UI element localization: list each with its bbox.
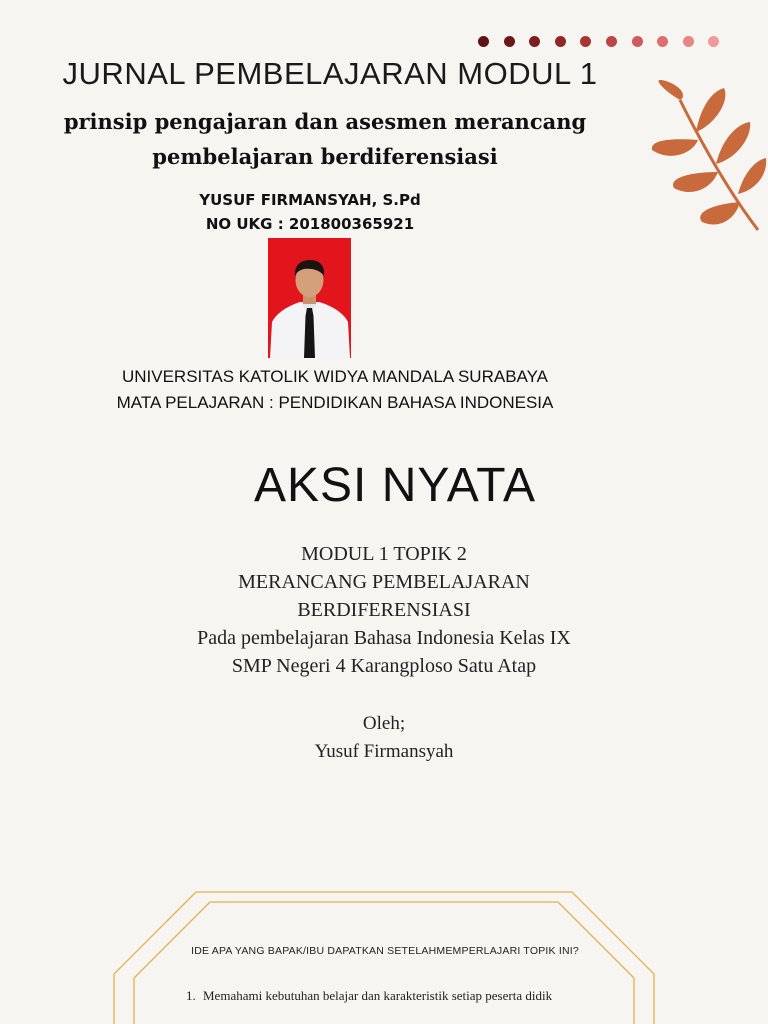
subject-name: MATA PELAJARAN : PENDIDIKAN BAHASA INDONESIA — [116, 393, 554, 412]
module-line: MODUL 1 TOPIK 2 — [301, 543, 467, 565]
author-photo — [268, 238, 351, 358]
decorative-dot — [632, 36, 643, 47]
list-item — [186, 988, 626, 1004]
person-portrait-icon — [268, 238, 351, 358]
module-info — [150, 540, 618, 680]
subtitle — [30, 104, 620, 174]
section-heading: AKSI NYATA — [253, 459, 537, 512]
decorative-dot — [580, 36, 591, 47]
decorative-dot — [708, 36, 719, 47]
list-item-number: 1. — [186, 988, 196, 1003]
reflection-question: IDE APA YANG BAPAK/IBU DAPATKAN SETELAHMEMPERLAJARI TOPIK INI? — [191, 945, 579, 957]
module-line: SMP Negeri 4 Karangploso Satu Atap — [231, 655, 537, 677]
decorative-dot — [683, 36, 694, 47]
decorative-dots — [478, 36, 728, 50]
decorative-dot — [504, 36, 515, 47]
decorative-dot — [555, 36, 566, 47]
author-name: YUSUF FIRMANSYAH, S.Pd — [199, 191, 421, 209]
author-ukg: NO UKG : 201800365921 — [205, 215, 415, 233]
decorative-dot — [606, 36, 617, 47]
module-line: Pada pembelajaran Bahasa Indonesia Kelas IX — [197, 627, 571, 649]
decorative-dot — [657, 36, 668, 47]
decorative-dot — [478, 36, 489, 47]
page-title: JURNAL PEMBELAJARAN MODUL 1 — [62, 56, 598, 91]
institution-block — [60, 364, 610, 416]
author-block — [120, 188, 500, 236]
leaf-branch-icon — [640, 80, 768, 240]
list-item-text: Memahami kebutuhan belajar dan karakteristik setiap peserta didik — [203, 988, 553, 1003]
subtitle-line-2: pembelajaran berdiferensiasi — [152, 144, 498, 169]
byline-label: Oleh; — [362, 713, 406, 734]
university-name: UNIVERSITAS KATOLIK WIDYA MANDALA SURABAYA — [121, 367, 549, 386]
module-line: MERANCANG PEMBELAJARAN — [238, 571, 530, 593]
reflection-list — [186, 988, 626, 1004]
byline — [234, 710, 534, 766]
module-line: BERDIFERENSIASI — [297, 599, 471, 621]
decorative-dot — [529, 36, 540, 47]
byline-name: Yusuf Firmansyah — [314, 741, 454, 762]
subtitle-line-1: prinsip pengajaran dan asesmen merancang — [63, 109, 587, 134]
